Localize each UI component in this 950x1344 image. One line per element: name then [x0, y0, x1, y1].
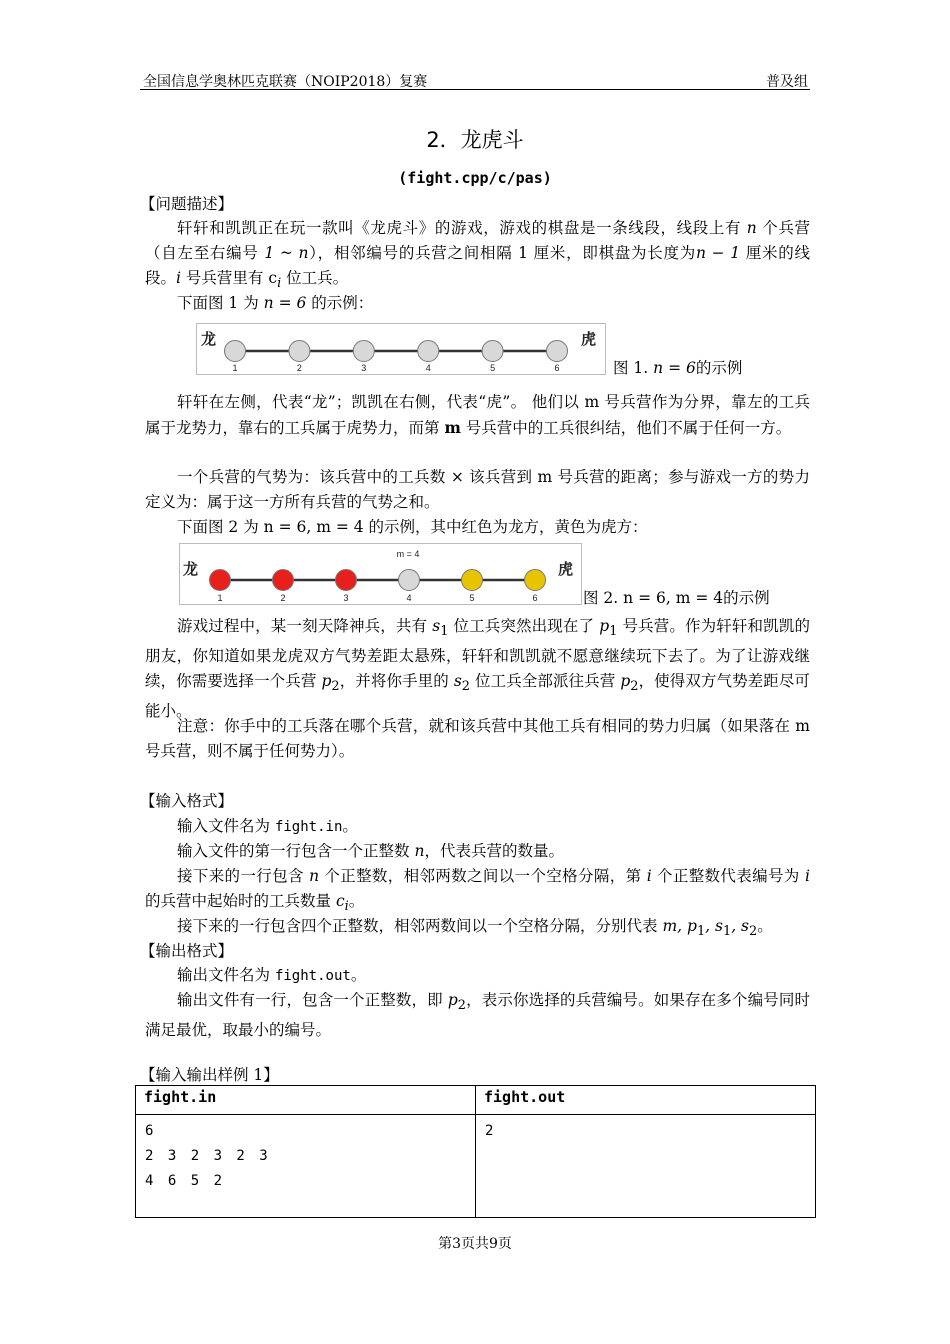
fig1-tiger-label: 虎 [581, 331, 597, 348]
fig2-node-3 [336, 570, 357, 591]
sample-input-line: 4 6 5 2 [145, 1173, 226, 1189]
fig2-dragon-label: 龙 [183, 561, 199, 578]
problem-paragraph-3: 轩轩在左侧，代表“龙”；凯凯在右侧，代表“虎”。 他们以 m 号兵营作为分界，靠左的工兵属于龙势力，靠右的工兵属于虎势力，而第 m 号兵营中的工兵很纠结，他们不属于任何一方。 [145, 393, 810, 437]
fig1-node-4 [418, 341, 439, 362]
fig2-node-number: 3 [343, 593, 349, 603]
figure-1-diagram [196, 323, 606, 375]
sample-output-cell [476, 1115, 816, 1218]
output-format-line-1: 输出文件名为 fight.out。 [177, 966, 367, 984]
sample-output-line: 2 [485, 1123, 497, 1139]
fig1-node-group [225, 341, 568, 374]
fig2-node-number: 2 [280, 593, 286, 603]
sample-output-header: fight.out [476, 1086, 816, 1115]
problem-paragraph-6: 游戏过程中，某一刻天降神兵，共有 $s_1$ 位工兵突然出现在了 $p_1$ 号兵营。作为轩轩和凯凯的朋友，你知道如果龙虎双方气势差距太悬殊，轩轩和凯凯就不愿意继续玩下去了。为了让游戏继续，你需要选择一个兵营 $p_2$，并将你手里的 $s_2$ 位工兵全部派往兵营 $p_2$，使得双方气势差距尽可能小。 [145, 617, 810, 721]
fig1-node-1 [225, 341, 246, 362]
sample-input-line: 6 [145, 1123, 157, 1139]
problem-paragraph-2: 下面图 1 为 n = 6 的示例： [177, 294, 374, 312]
fig1-node-number: 6 [554, 363, 560, 373]
fig1-node-6 [547, 341, 568, 362]
fig1-dragon-label: 龙 [201, 331, 217, 348]
fig1-node-number: 2 [296, 363, 302, 373]
input-format-heading: 【输入格式】 [140, 792, 234, 810]
problem-paragraph-5: 下面图 2 为 n = 6, m = 4 的示例，其中红色为龙方，黄色为虎方： [177, 518, 648, 536]
fig2-node-group [210, 570, 546, 604]
fig1-node-2 [289, 341, 310, 362]
fig2-node-number: 1 [217, 593, 223, 603]
problem-heading: 【问题描述】 [140, 195, 234, 213]
fig2-node-5 [462, 570, 483, 591]
fig2-tiger-label: 虎 [558, 561, 574, 578]
fig2-node-1 [210, 570, 231, 591]
sample-input-header: fight.in [136, 1086, 476, 1115]
fig2-node-2 [273, 570, 294, 591]
input-format-line-4: 接下来的一行包含四个正整数，相邻两数间以一个空格分隔，分别代表 m, $p_1$, $s_1$, $s_2$。 [177, 917, 773, 940]
input-format-line-1: 输入文件名为 fight.in。 [177, 817, 358, 835]
fig1-node-number: 1 [232, 363, 238, 373]
problem-paragraph-7: 注意：你手中的工兵落在哪个兵营，就和该兵营中其他工兵有相同的势力归属（如果落在 m 号兵营，则不属于任何势力）。 [145, 717, 810, 760]
sample-heading: 【输入输出样例 1】 [140, 1066, 279, 1084]
input-format-line-3: 接下来的一行包含 n 个正整数，相邻两数之间以一个空格分隔，第 i 个正整数代表编号为 i 的兵营中起始时的工兵数量 $c_i$。 [145, 867, 810, 915]
fig2-node-number: 4 [406, 593, 412, 603]
header-rule [140, 89, 810, 90]
fig1-node-number: 5 [490, 363, 496, 373]
fig2-m-label: m = 4 [396, 549, 420, 559]
figure-1-caption: 图 1. n = 6的示例 [613, 359, 743, 377]
source-filename: (fight.cpp/c/pas) [398, 169, 552, 187]
figure-2-diagram [179, 543, 582, 605]
problem-paragraph-4: 一个兵营的气势为：该兵营中的工兵数 × 该兵营到 m 号兵营的距离；参与游戏一方的势力定义为：属于这一方所有兵营的气势之和。 [145, 468, 810, 511]
header-left: 全国信息学奥林匹克联赛（NOIP2018）复赛 [143, 74, 428, 90]
fig1-node-3 [353, 341, 374, 362]
page-footer: 第3页共9页 [438, 1236, 512, 1252]
page-title: 2．龙虎斗 [426, 128, 524, 152]
fig1-node-number: 3 [361, 363, 367, 373]
fig1-node-number: 4 [425, 363, 431, 373]
fig2-node-number: 6 [532, 593, 538, 603]
output-format-line-2: 输出文件有一行，包含一个正整数，即 $p_2$，表示你选择的兵营编号。如果存在多个编号同时满足最优，取最小的编号。 [145, 991, 810, 1040]
fig2-node-4 [399, 570, 420, 591]
input-format-line-2: 输入文件的第一行包含一个正整数 n，代表兵营的数量。 [177, 842, 564, 860]
sample-input-line: 2 3 2 3 2 3 [145, 1148, 271, 1164]
sample-input-cell [136, 1115, 476, 1218]
header-right: 普及组 [766, 74, 808, 90]
output-format-heading: 【输出格式】 [140, 942, 234, 960]
problem-paragraph-1: 轩轩和凯凯正在玩一款叫《龙虎斗》的游戏，游戏的棋盘是一条线段，线段上有 n 个兵营（自左至右编号 1 ~ n），相邻编号的兵营之间相隔 1 厘米，即棋盘为长度为n − 1 厘米的线段。i 号兵营里有 $c_i$ 位工兵。 [145, 219, 811, 292]
fig2-node-6 [525, 570, 546, 591]
fig1-node-5 [482, 341, 503, 362]
sample-io-table [135, 1085, 816, 1218]
figure-2-caption: 图 2. n = 6, m = 4的示例 [583, 589, 770, 607]
fig2-node-number: 5 [469, 593, 475, 603]
